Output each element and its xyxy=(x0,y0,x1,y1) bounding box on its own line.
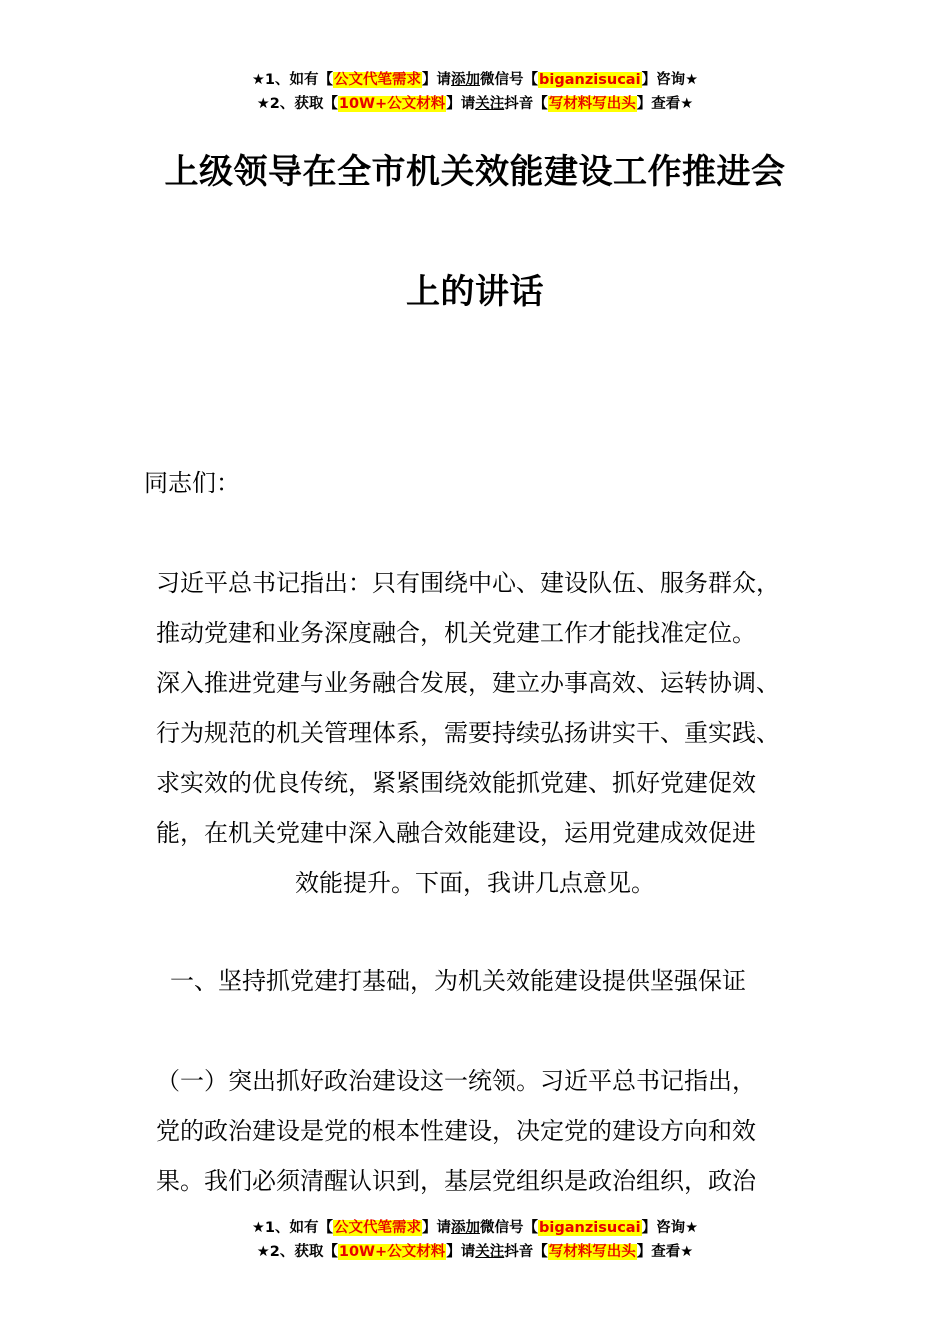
banner-text: ★2、获取【 xyxy=(256,96,338,112)
section-heading-1: 一、坚持抓党建打基础，为机关效能建设提供坚强保证 xyxy=(170,967,746,995)
banner-underlined: 关注 xyxy=(475,1244,505,1260)
banner-text: 】请 xyxy=(422,1220,452,1236)
banner-text: 微信号【 xyxy=(480,72,539,88)
banner-text: ★2、获取【 xyxy=(256,1244,338,1260)
intro-line: 能，在机关党建中深入融合效能建设，运用党建成效促进 xyxy=(156,819,756,847)
banner-text: 】查看★ xyxy=(636,1244,694,1260)
intro-line: 效能提升。下面，我讲几点意见。 xyxy=(295,869,655,897)
document-title-line-2: 上的讲话 xyxy=(406,272,544,312)
banner-text: ★1、如有【 xyxy=(251,1220,334,1236)
banner-text: 】咨询★ xyxy=(641,72,699,88)
document-title-line-1: 上级领导在全市机关效能建设工作推进会 xyxy=(164,152,786,192)
banner-highlight: 公文代笔需求 xyxy=(334,72,422,88)
bottom-banner xyxy=(0,1216,950,1264)
banner-line-1 xyxy=(0,68,950,92)
banner-highlight: 公文代笔需求 xyxy=(334,1220,422,1236)
top-banner xyxy=(0,68,950,116)
banner-line-2 xyxy=(0,1240,950,1264)
banner-text: 】咨询★ xyxy=(641,1220,699,1236)
intro-line: 行为规范的机关管理体系，需要持续弘扬讲实干、重实践、 xyxy=(156,719,780,747)
banner-underlined: 关注 xyxy=(475,96,505,112)
intro-line: 推动党建和业务深度融合，机关党建工作才能找准定位。 xyxy=(156,619,756,647)
banner-highlight: 10W+公文材料 xyxy=(338,96,446,112)
banner-text: ★1、如有【 xyxy=(251,72,334,88)
intro-line: 深入推进党建与业务融合发展，建立办事高效、运转协调、 xyxy=(156,669,780,697)
banner-line-1 xyxy=(0,1216,950,1240)
banner-highlight: 写材料写出头 xyxy=(548,1244,636,1260)
banner-highlight: biganzisucai xyxy=(539,72,641,88)
banner-text: 抖音【 xyxy=(504,1244,548,1260)
section-line: （一）突出抓好政治建设这一统领。习近平总书记指出， xyxy=(156,1067,756,1095)
greeting: 同志们： xyxy=(144,469,240,497)
banner-line-2 xyxy=(0,92,950,116)
banner-text: 】请 xyxy=(446,1244,476,1260)
intro-line: 习近平总书记指出：只有围绕中心、建设队伍、服务群众， xyxy=(156,569,780,597)
banner-highlight: 10W+公文材料 xyxy=(338,1244,446,1260)
banner-text: 抖音【 xyxy=(504,96,548,112)
banner-underlined: 添加 xyxy=(451,72,481,88)
section-line: 党的政治建设是党的根本性建设，决定党的建设方向和效 xyxy=(156,1117,756,1145)
section-line: 果。我们必须清醒认识到，基层党组织是政治组织，政治 xyxy=(156,1167,756,1195)
banner-highlight: 写材料写出头 xyxy=(548,96,636,112)
banner-text: 】查看★ xyxy=(636,96,694,112)
banner-highlight: biganzisucai xyxy=(539,1220,641,1236)
banner-text: 】请 xyxy=(422,72,452,88)
banner-text: 微信号【 xyxy=(480,1220,539,1236)
intro-line: 求实效的优良传统，紧紧围绕效能抓党建、抓好党建促效 xyxy=(156,769,756,797)
banner-text: 】请 xyxy=(446,96,476,112)
banner-underlined: 添加 xyxy=(451,1220,481,1236)
